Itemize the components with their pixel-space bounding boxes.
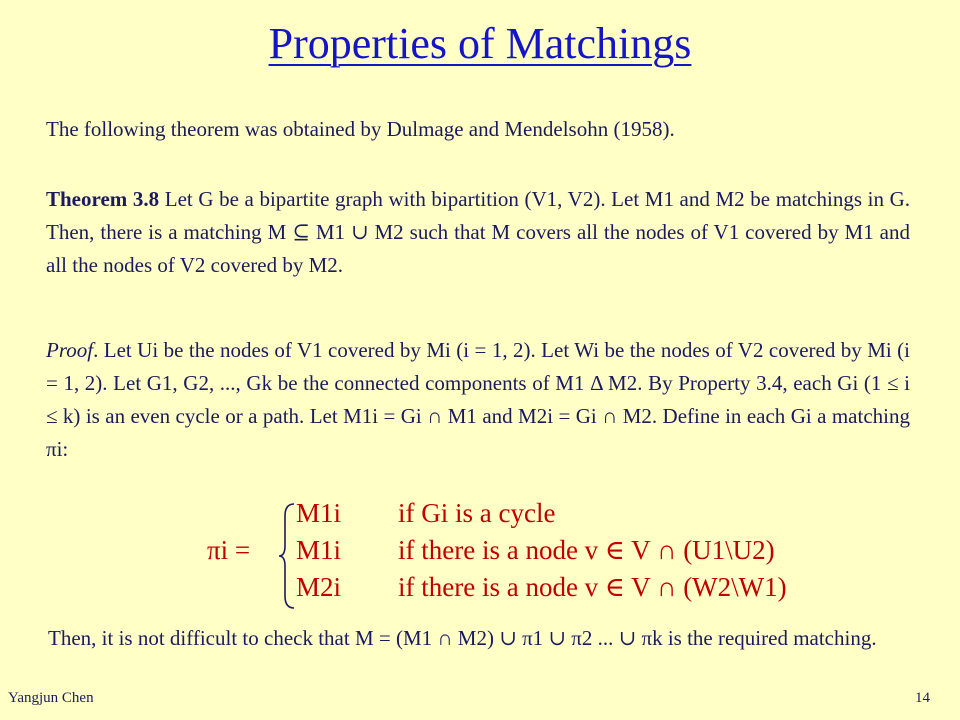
proof-label: Proof bbox=[46, 338, 94, 362]
theorem-paragraph bbox=[46, 183, 910, 282]
proof-body: . Let Ui be the nodes of V1 covered by Mi (i = 1, 2). Let Wi be the nodes of V2 covered by Mi (i = 1, 2). Let G1, G2, ..., Gk be the connected components of M1 Δ M2. By Property 3.4, each Gi (1 ≤ i ≤ k) is an even cycle or a path. Let M1i = Gi ∩ M1 and M2i = Gi ∩ M2. Define in each Gi a matching πi: bbox=[46, 338, 910, 461]
conclusion-paragraph: Then, it is not difficult to check that M = (M1 ∩ M2) ∪ π1 ∪ π2 ... ∪ πk is the required matching. bbox=[48, 626, 877, 650]
case-value: M1i bbox=[296, 498, 342, 528]
pi-lhs: πi = bbox=[207, 535, 251, 565]
intro-paragraph: The following theorem was obtained by Dulmage and Mendelsohn (1958). bbox=[46, 117, 675, 141]
left-brace-icon bbox=[278, 502, 296, 610]
proof-paragraph bbox=[46, 334, 910, 466]
theorem-body: Let G be a bipartite graph with bipartition (V1, V2). Let M1 and M2 be matchings in G. Then, there is a matching M ⊆ M1 ∪ M2 such that M covers all the nodes of V1 covered by M1 and all the nodes of V2 covered by M2. bbox=[46, 187, 910, 277]
case-value: M2i bbox=[296, 572, 342, 602]
page-number: 14 bbox=[915, 690, 930, 706]
case-condition: if there is a node v ∈ V ∩ (U1\U2) bbox=[398, 535, 775, 565]
case-value: M1i bbox=[296, 535, 342, 565]
slide-title: Properties of Matchings bbox=[268, 19, 692, 68]
pi-definition bbox=[0, 498, 960, 610]
case-condition: if there is a node v ∈ V ∩ (W2\W1) bbox=[398, 572, 787, 602]
case-condition: if Gi is a cycle bbox=[398, 498, 556, 528]
footer-author: Yangjun Chen bbox=[8, 690, 94, 706]
theorem-label: Theorem 3.8 bbox=[46, 187, 160, 211]
